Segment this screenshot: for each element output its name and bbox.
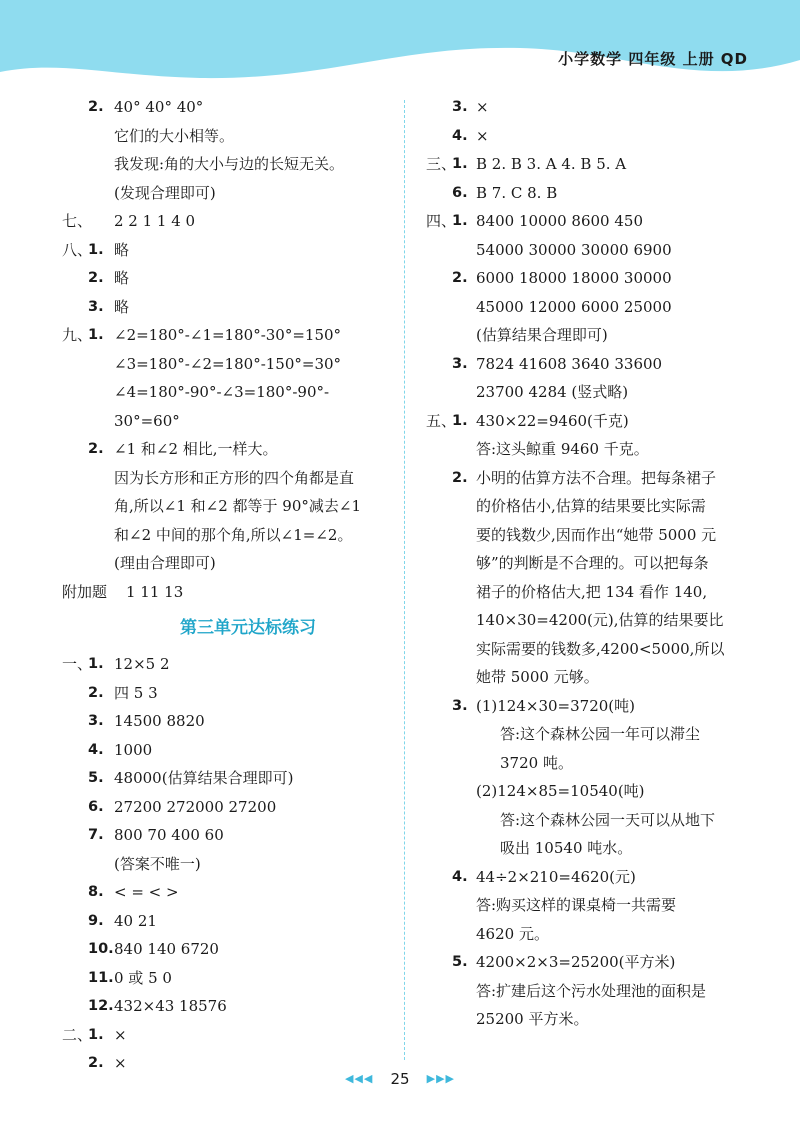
answer-line	[426, 777, 756, 806]
answer-line	[62, 350, 394, 379]
answer-text: 因为长方形和正方形的四个角都是直	[114, 468, 355, 487]
answer-line	[426, 350, 756, 379]
question-number: 2.	[452, 270, 468, 286]
answer-text: ×	[114, 1054, 127, 1072]
answer-text: 44÷2×210=4620(元)	[476, 867, 636, 886]
answer-line	[62, 179, 394, 208]
answer-line	[62, 236, 394, 265]
section-label: 九、	[62, 326, 93, 344]
answer-text: ×	[476, 126, 489, 145]
question-number: 1.	[88, 241, 104, 258]
question-number: 1.	[452, 412, 468, 429]
answer-line	[426, 407, 756, 436]
answer-line	[426, 749, 756, 778]
answer-text: 8400 10000 8600 450	[476, 212, 643, 230]
question-number: 10.	[88, 941, 114, 957]
answer-line	[426, 492, 756, 521]
answer-line	[426, 236, 756, 265]
answer-text: 30°=60°	[114, 411, 180, 430]
section-label: 五、	[426, 411, 457, 430]
answer-text: 140×30=4200(元),估算的结果要比	[476, 611, 724, 629]
question-number: 6.	[88, 798, 104, 815]
answer-text: (估算结果合理即可)	[476, 326, 608, 344]
answer-text: 800 70 400 60	[114, 826, 224, 844]
question-number: 3.	[452, 697, 468, 714]
answers-unit-three	[62, 650, 394, 1078]
question-number: 2.	[88, 1055, 104, 1071]
answer-line	[426, 179, 756, 208]
answer-line	[426, 1005, 756, 1034]
answer-line	[426, 378, 756, 407]
question-number: 5.	[452, 954, 468, 970]
answer-line	[62, 850, 394, 879]
answer-line	[426, 464, 756, 493]
section-label: 一、	[62, 655, 93, 673]
section-label: 八、	[62, 240, 93, 259]
answer-text: ∠1 和∠2 相比,一样大。	[114, 440, 278, 458]
answer-text: 45000 12000 6000 25000	[476, 297, 672, 316]
answer-text: 略	[114, 297, 130, 316]
answer-text: 1000	[114, 740, 153, 759]
question-number: 4.	[88, 741, 104, 758]
answer-line	[426, 435, 756, 464]
unit-title: 第三单元达标练习	[180, 618, 316, 638]
answer-line	[62, 264, 394, 293]
answer-text: 23700 4284 (竖式略)	[476, 383, 629, 401]
answer-line	[426, 863, 756, 892]
answer-text: ∠4=180°-90°-∠3=180°-90°-	[114, 383, 330, 401]
question-number: 1.	[452, 213, 468, 229]
question-number: 6.	[452, 184, 468, 201]
answer-line	[426, 264, 756, 293]
answer-text: B 7. C 8. B	[476, 183, 558, 202]
answer-text: (1)124×30=3720(吨)	[476, 696, 635, 715]
answer-line	[426, 150, 756, 179]
answer-line	[426, 207, 756, 236]
answer-text: 和∠2 中间的那个角,所以∠1=∠2。	[114, 525, 353, 544]
answer-line	[426, 321, 756, 350]
answer-text: 够”的判断是不合理的。可以把每条	[476, 554, 709, 572]
answer-text: 她带 5000 元够。	[476, 668, 599, 686]
answer-line	[426, 122, 756, 151]
answer-line	[426, 578, 756, 607]
answer-text: 14500 8820	[114, 712, 205, 730]
answer-line	[62, 935, 394, 964]
answer-text: 40 21	[114, 911, 157, 930]
answer-line	[62, 1021, 394, 1050]
answer-line	[426, 692, 756, 721]
answer-text: 1 11 13	[126, 582, 184, 601]
answer-text: < = < >	[114, 883, 179, 901]
question-number: 9.	[88, 912, 104, 929]
answer-text: ×	[114, 1025, 127, 1044]
answer-line	[426, 977, 756, 1006]
answer-text: 答:这个森林公园一天可以从地下	[500, 810, 716, 829]
answer-text: 实际需要的钱数多,4200<5000,所以	[476, 639, 725, 658]
answer-line	[62, 964, 394, 993]
answer-text: 略	[114, 240, 130, 259]
answer-line	[426, 720, 756, 749]
answer-text: 7824 41608 3640 33600	[476, 354, 663, 373]
question-number: 1.	[88, 1026, 104, 1043]
column-divider	[404, 100, 405, 1060]
answer-text: 小明的估算方法不合理。把每条裙子	[476, 468, 717, 487]
page-footer	[0, 1068, 800, 1088]
question-number: 1.	[88, 656, 104, 672]
answer-line	[62, 521, 394, 550]
answer-line	[62, 821, 394, 850]
answer-line	[426, 834, 756, 863]
question-number: 4.	[452, 127, 468, 144]
header-wave-band	[0, 0, 800, 90]
answer-line	[62, 321, 394, 350]
answer-text: 裙子的价格估大,把 134 看作 140,	[476, 582, 708, 601]
answer-text: 答:这个森林公园一年可以滞尘	[500, 725, 701, 743]
answers-unit-three-continued	[426, 93, 756, 1034]
answer-text: 它们的大小相等。	[114, 126, 235, 145]
answer-line	[62, 378, 394, 407]
answer-line	[62, 764, 394, 793]
answer-line	[62, 150, 394, 179]
answer-line	[426, 93, 756, 122]
answer-text: 答:购买这样的课桌椅一共需要	[476, 896, 677, 914]
prev-page-arrows-icon: ◀◀◀	[344, 1072, 374, 1085]
answers-previous-unit	[62, 93, 394, 606]
answer-text: 答:扩建后这个污水处理池的面积是	[476, 981, 707, 1000]
answer-text: 40° 40° 40°	[114, 98, 204, 116]
header-title: 小学数学 四年级 上册 QD	[558, 50, 748, 68]
section-label: 四、	[426, 212, 457, 230]
answer-text: 4620 元。	[476, 924, 549, 943]
answer-line	[62, 907, 394, 936]
page-number: 25	[390, 1069, 410, 1088]
question-number: 3.	[452, 99, 468, 115]
answer-line	[426, 606, 756, 635]
answer-text: 答:这头鲸重 9460 千克。	[476, 440, 649, 458]
question-number: 2.	[452, 469, 468, 486]
question-number: 2.	[88, 99, 104, 115]
answer-line	[62, 793, 394, 822]
section-label: 二、	[62, 1025, 93, 1044]
answer-text: 430×22=9460(千克)	[476, 411, 629, 430]
question-number: 3.	[88, 713, 104, 729]
answer-line	[62, 464, 394, 493]
answer-text: (发现合理即可)	[114, 183, 216, 202]
answer-line	[62, 435, 394, 464]
answer-line	[426, 663, 756, 692]
answer-text: ∠3=180°-∠2=180°-150°=30°	[114, 354, 342, 373]
answer-text: 48000(估算结果合理即可)	[114, 769, 294, 787]
answer-text: 6000 18000 18000 30000	[476, 269, 672, 287]
answer-text: 要的钱数少,因而作出“她带 5000 元	[476, 525, 717, 544]
answer-line	[62, 407, 394, 436]
left-column	[62, 93, 394, 1078]
question-number: 3.	[452, 355, 468, 372]
question-number: 4.	[452, 868, 468, 885]
answer-line	[62, 492, 394, 521]
answer-text: 吸出 10540 吨水。	[500, 839, 633, 857]
answer-text: 25200 平方米。	[476, 1010, 589, 1028]
answer-text: ∠2=180°-∠1=180°-30°=150°	[114, 326, 342, 344]
answer-line	[62, 992, 394, 1021]
answer-line	[426, 549, 756, 578]
question-number: 12.	[88, 998, 114, 1014]
answer-text: (理由合理即可)	[114, 554, 216, 572]
answer-line	[426, 948, 756, 977]
answer-line	[62, 650, 394, 679]
answer-text: 0 或 5 0	[114, 968, 172, 987]
question-number: 8.	[88, 884, 104, 900]
answer-line	[62, 736, 394, 765]
section-label: 附加题	[62, 582, 108, 601]
answer-text: B 2. B 3. A 4. B 5. A	[476, 155, 627, 173]
answer-line	[62, 707, 394, 736]
answer-text: 432×43 18576	[114, 997, 227, 1015]
answer-text: 840 140 6720	[114, 940, 219, 958]
question-number: 3.	[88, 298, 104, 315]
answer-text: 3720 吨。	[500, 753, 573, 772]
question-number: 2.	[88, 684, 104, 701]
question-number: 5.	[88, 770, 104, 786]
answer-line	[62, 122, 394, 151]
section-label: 七、	[62, 212, 93, 230]
answer-text: (答案不唯一)	[114, 854, 201, 873]
answer-text: 的价格估小,估算的结果要比实际需	[476, 497, 706, 515]
page-header	[0, 0, 800, 90]
answer-text: 2 2 1 1 4 0	[114, 212, 196, 230]
answer-line	[62, 878, 394, 907]
question-number: 7.	[88, 827, 104, 843]
answer-line	[62, 549, 394, 578]
answer-line	[426, 293, 756, 322]
question-number: 1.	[88, 327, 104, 343]
answer-line	[426, 635, 756, 664]
answer-line	[426, 806, 756, 835]
answer-line	[426, 521, 756, 550]
answer-text: 27200 272000 27200	[114, 797, 277, 816]
question-number: 2.	[88, 441, 104, 457]
answer-text: 54000 30000 30000 6900	[476, 240, 672, 259]
right-column	[426, 93, 756, 1034]
section-label: 三、	[426, 155, 457, 173]
answer-text: (2)124×85=10540(吨)	[476, 782, 645, 800]
answer-line	[62, 207, 394, 236]
answer-line	[62, 93, 394, 122]
next-page-arrows-icon: ▶▶▶	[426, 1072, 456, 1085]
answer-line	[62, 578, 394, 607]
answer-text: 4200×2×3=25200(平方米)	[476, 953, 676, 971]
answer-line	[426, 891, 756, 920]
answer-text: 角,所以∠1 和∠2 都等于 90°减去∠1	[114, 497, 361, 515]
question-number: 2.	[88, 270, 104, 286]
answer-text: 我发现:角的大小与边的长短无关。	[114, 155, 345, 173]
answer-line	[62, 293, 394, 322]
answer-text: ×	[476, 98, 489, 116]
answer-line	[62, 679, 394, 708]
answer-text: 12×5 2	[114, 655, 170, 673]
question-number: 11.	[88, 969, 114, 986]
answer-line	[426, 920, 756, 949]
question-number: 1.	[452, 156, 468, 172]
answer-text: 四 5 3	[114, 683, 158, 702]
answer-text: 略	[114, 269, 130, 287]
